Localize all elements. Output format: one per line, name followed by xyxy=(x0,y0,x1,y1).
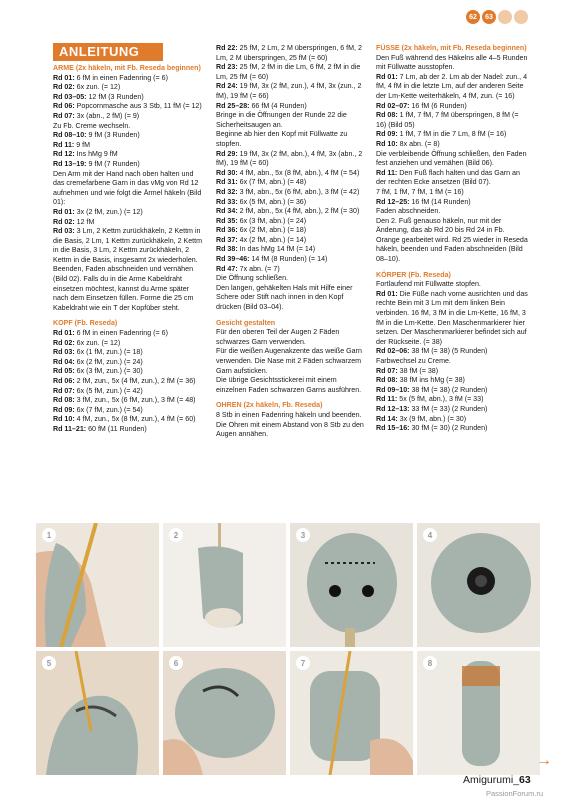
round-text: 12 fM (3 Runden) xyxy=(86,92,144,101)
round-text: 38 fM (= 38) (5 Runden) xyxy=(409,347,488,356)
round-text: 1 fM, 7 fM, 7 fM überspringen, 8 fM (= 16) (Bild 05) xyxy=(376,111,519,129)
round-instruction xyxy=(376,386,528,396)
round-text: 3x (2 fM, zun.) (= 12) xyxy=(74,207,143,216)
round-text: 1 fM, 7 fM in die 7 Lm, 8 fM (= 16) xyxy=(397,130,507,139)
round-label: Rd 37: xyxy=(216,235,238,244)
step-photo xyxy=(290,651,413,775)
round-text: Popcornmasche aus 3 Stb, 11 fM (= 12) xyxy=(74,102,202,111)
photo-number: 1 xyxy=(42,528,56,542)
round-label: Rd 31: xyxy=(216,178,238,187)
round-text: 6x (2 fM, zun.) (= 24) xyxy=(74,357,143,366)
page-footer xyxy=(463,774,531,786)
page-dot: 62 xyxy=(466,10,480,24)
round-text: 3 fM, zun., 5x (6 fM, zun.), 3 fM (= 48) xyxy=(74,396,196,405)
round-label: Rd 07: xyxy=(376,366,398,375)
round-instruction xyxy=(376,415,528,425)
round-text: 6x (3 fM, zun.) (= 30) xyxy=(74,367,143,376)
round-text: 25 fM, 2 fM in die Lm, 6 fM, 2 fM in die Lm, 25 fM (= 60) xyxy=(216,63,361,81)
photo-number: 6 xyxy=(169,656,183,670)
round-instruction xyxy=(53,150,203,160)
round-label: Rd 10: xyxy=(53,415,75,424)
round-text: 7 Lm, ab der 2. Lm ab der Nadel: zun., 4 fM, 4 fM in die letzte Lm, auf der anderen Seite der Lm-Kette weiterhäkeln, 4 fM, zun. (= 16) xyxy=(376,72,528,100)
round-text: 16 fM (6 Runden) xyxy=(409,101,467,110)
round-text: 6x zun. (= 12) xyxy=(74,338,121,347)
round-text: In das hMg 14 fM (= 14) xyxy=(237,245,316,254)
round-instruction xyxy=(376,424,528,434)
step-photo xyxy=(36,651,159,775)
round-text: 66 fM (4 Runden) xyxy=(249,101,307,110)
round-instruction xyxy=(53,339,203,349)
section-title: KOPF (Fb. Reseda) xyxy=(53,319,118,328)
round-label: Rd 06: xyxy=(53,102,75,111)
paragraph: Faden abschneiden. xyxy=(376,207,441,216)
paragraph: 7 fM, 1 fM, 7 fM, 1 fM (= 16) xyxy=(376,187,464,196)
step-photo xyxy=(36,523,159,647)
paragraph: Bringe in die Öffnungen der Runde 22 die Sicherheitsaugen an. xyxy=(216,111,347,129)
round-instruction xyxy=(216,226,368,236)
round-instruction xyxy=(376,347,528,357)
round-label: Rd 11: xyxy=(376,168,398,177)
page-number: 63 xyxy=(519,774,531,786)
round-label: Rd 08: xyxy=(53,396,75,405)
round-label: Rd 38: xyxy=(216,245,238,254)
round-text: 6 fM in einen Fadenring (= 6) xyxy=(74,73,168,82)
step-photo xyxy=(163,651,286,775)
round-instruction xyxy=(376,395,528,405)
round-text: 14 fM (8 Runden) (= 14) xyxy=(249,255,328,264)
round-text: 38 fM (= 38) xyxy=(397,366,439,375)
photo-number: 5 xyxy=(42,656,56,670)
column-2 xyxy=(216,44,368,440)
round-instruction xyxy=(53,93,203,103)
round-label: Rd 47: xyxy=(216,264,238,273)
round-label: Rd 03: xyxy=(53,348,75,357)
round-label: Rd 14: xyxy=(376,414,398,423)
round-label: Rd 07: xyxy=(53,111,75,120)
round-instruction xyxy=(53,141,203,151)
page-indicator xyxy=(466,10,528,24)
round-label: Rd 11–21: xyxy=(53,424,87,433)
step-photo xyxy=(163,523,286,647)
round-label: Rd 34: xyxy=(216,207,238,216)
round-instruction xyxy=(376,130,528,140)
section-title: KÖRPER (Fb. Reseda) xyxy=(376,270,451,279)
round-text: 16 fM (14 Runden) xyxy=(409,197,471,206)
round-label: Rd 07: xyxy=(53,386,75,395)
paragraph: Fortlaufend mit Füllwatte stopfen. xyxy=(376,280,481,289)
section-title: FÜSSE (2x häkeln, mit Fb. Reseda beginnen) xyxy=(376,44,527,52)
paragraph: Farbwechsel zu Creme. xyxy=(376,357,451,365)
round-label: Rd 24: xyxy=(216,82,238,91)
round-instruction xyxy=(376,102,528,112)
round-text: 6 fM in einen Fadenring (= 6) xyxy=(74,329,168,338)
section-heading: ANLEITUNG xyxy=(53,43,163,61)
round-instruction xyxy=(376,405,528,415)
round-text: 6x (5 fM, abn.) (= 36) xyxy=(237,197,307,206)
paragraph: Die Öffnung schließen. xyxy=(216,274,289,283)
round-text: 3 Lm, 2 Kettm zurückhäkeln, 2 Kettm in die Basis, 2 Lm, 1 Kettm zurückhäkeln, 2 Kettm in die Basis, 3 Lm, 2 Kettm zurückhäkeln, 2 Kettm in die Basis, insgesamt 2x wiederholen. xyxy=(53,227,203,264)
round-label: Rd 23: xyxy=(216,63,238,72)
round-label: Rd 12: xyxy=(53,150,75,159)
round-instruction xyxy=(53,83,203,93)
watermark: PassionForum.ru xyxy=(486,789,544,798)
round-instruction xyxy=(216,255,368,265)
round-text: 3x (9 fM, abn.) (= 30) xyxy=(397,414,467,423)
step-photo xyxy=(290,523,413,647)
round-instruction xyxy=(216,169,368,179)
paragraph: Den langen, gehäkelten Hals mit Hilfe einer Schere oder Stift nach innen in den Kopf drücken (Bild 03–04). xyxy=(216,283,353,312)
round-instruction xyxy=(216,207,368,217)
round-label: Rd 09: xyxy=(376,130,398,139)
round-text: 6x (2 fM, abn.) (= 18) xyxy=(237,226,307,235)
round-instruction xyxy=(53,387,203,397)
round-text: 6x (5 fM, zun.) (= 42) xyxy=(74,386,143,395)
round-text: 6x (1 fM, zun.) (= 18) xyxy=(74,348,143,357)
round-label: Rd 12–25: xyxy=(376,197,410,206)
round-text: 5x (5 fM, abn.), 3 fM (= 33) xyxy=(397,395,484,404)
round-text: 6x (3 fM, abn.) (= 24) xyxy=(237,216,307,225)
round-instruction xyxy=(53,425,203,435)
column-3 xyxy=(376,44,528,434)
photo-number: 7 xyxy=(296,656,310,670)
round-text: 25 fM, 2 Lm, 2 M überspringen, 6 fM, 2 Lm, 2 M überspringen, 25 fM (= 60) xyxy=(216,44,362,62)
round-label: Rd 36: xyxy=(216,226,238,235)
round-label: Rd 03–05: xyxy=(53,92,87,101)
round-instruction xyxy=(53,396,203,406)
round-text: 4 fM, zun., 5x (8 fM, zun.), 4 fM (= 60) xyxy=(74,415,196,424)
round-label: Rd 01: xyxy=(376,72,398,81)
round-text: 9 fM (7 Runden) xyxy=(86,159,140,168)
round-instruction xyxy=(53,329,203,339)
round-instruction xyxy=(53,348,203,358)
round-text: 9 fM xyxy=(74,140,91,149)
paragraph: Die verbleibende Öffnung schließen, den Faden fest anziehen und vernähen (Bild 06). xyxy=(376,149,527,168)
step-photo xyxy=(417,523,540,647)
round-instruction xyxy=(376,111,528,130)
round-label: Rd 01: xyxy=(53,207,75,216)
round-instruction xyxy=(53,74,203,84)
paragraph: Die übrige Gesichtsstickerei mit einem einzelnen Faden schwarzen Garns ausführen. xyxy=(216,376,362,394)
round-label: Rd 02–06: xyxy=(376,347,410,356)
round-label: Rd 11: xyxy=(53,140,75,149)
round-instruction xyxy=(216,150,368,169)
round-instruction xyxy=(216,178,368,188)
round-label: Rd 08: xyxy=(376,376,398,385)
round-label: Rd 22: xyxy=(216,44,238,52)
photo-image xyxy=(36,651,159,775)
round-label: Rd 11: xyxy=(376,395,398,404)
round-label: Rd 09: xyxy=(53,405,75,414)
round-text: 4 fM, abn., 5x (8 fM, abn.), 4 fM (= 54) xyxy=(237,168,360,177)
round-instruction xyxy=(376,169,528,188)
round-label: Rd 01: xyxy=(53,73,75,82)
round-label: Rd 12–13: xyxy=(376,404,410,413)
photo-number: 3 xyxy=(296,528,310,542)
photo-image xyxy=(36,523,159,647)
round-instruction xyxy=(216,265,368,275)
page-dot xyxy=(498,10,512,24)
round-text: 3 fM, abn., 5x (6 fM, abn.), 3 fM (= 42) xyxy=(237,187,360,196)
round-label: Rd 33: xyxy=(216,197,238,206)
round-instruction xyxy=(216,63,368,82)
photo-image xyxy=(290,651,413,775)
round-text: 6x (7 fM, abn.) (= 48) xyxy=(237,178,307,187)
photo-number: 4 xyxy=(423,528,437,542)
round-label: Rd 03: xyxy=(53,227,75,236)
round-text: 30 fM (= 30) (2 Runden) xyxy=(409,424,488,433)
round-text: 2 fM, zun., 5x (4 fM, zun.), 2 fM (= 36) xyxy=(74,377,196,385)
round-text: 4x (2 fM, abn.) (= 14) xyxy=(237,235,307,244)
photo-number: 8 xyxy=(423,656,437,670)
round-instruction xyxy=(53,131,203,141)
round-text: 19 fM, 3x (2 fM, abn.), 4 fM, 3x (abn., 2 fM), 19 fM (= 60) xyxy=(216,149,363,168)
round-label: Rd 25–28: xyxy=(216,101,250,110)
round-text: 6x (7 fM, zun.) (= 54) xyxy=(74,405,143,414)
paragraph: 8 Stb in einen Fadenring häkeln und beenden. Die Ohren mit einem Abstand von 8 Stb zu den Augen annähen. xyxy=(216,410,364,439)
round-label: Rd 10: xyxy=(376,139,398,148)
round-instruction xyxy=(53,415,203,425)
paragraph: Den 2. Fuß genauso häkeln, nur mit der Änderung, das ab Rd 20 bis Rd 24 in Fb. Orange gearbeitet wird. Rd 25 wieder in Reseda häkeln, beenden und Faden abschneiden (Bild 08–10). xyxy=(376,216,528,264)
round-label: Rd 02: xyxy=(53,217,75,226)
round-text: 9 fM (3 Runden) xyxy=(86,131,140,140)
round-instruction xyxy=(376,140,528,150)
round-instruction xyxy=(216,236,368,246)
round-instruction xyxy=(53,358,203,368)
round-instruction xyxy=(216,217,368,227)
round-instruction xyxy=(53,208,203,218)
round-text: Den Fuß flach halten und das Garn an der rechten Ecke ansetzen (Bild 07). xyxy=(376,168,520,187)
magazine-name: Amigurumi xyxy=(463,774,514,786)
round-label: Rd 02: xyxy=(53,338,75,347)
round-label: Rd 32: xyxy=(216,187,238,196)
round-instruction xyxy=(376,198,528,208)
round-text: 7x abn. (= 7) xyxy=(237,264,280,273)
round-instruction xyxy=(216,188,368,198)
round-instruction xyxy=(216,198,368,208)
round-label: Rd 13–19: xyxy=(53,159,87,168)
round-text: 12 fM xyxy=(74,217,95,226)
round-text: 60 fM (11 Runden) xyxy=(86,424,147,433)
paragraph: Den Fuß während des Häkelns alle 4–5 Runden mit Füllwatte ausstopfen. xyxy=(376,53,528,72)
round-instruction xyxy=(216,102,368,112)
photo-number: 2 xyxy=(169,528,183,542)
round-label: Rd 01: xyxy=(53,329,75,338)
round-label: Rd 01: xyxy=(376,289,398,298)
page-dot xyxy=(514,10,528,24)
round-label: Rd 30: xyxy=(216,168,238,177)
round-instruction xyxy=(53,102,203,112)
round-label: Rd 02: xyxy=(53,83,75,92)
round-label: Rd 08: xyxy=(376,111,398,120)
round-text: 19 fM, 3x (2 fM, zun.), 4 fM, 3x (zun., 2 fM), 19 fM (= 66) xyxy=(216,82,362,100)
round-label: Rd 06: xyxy=(53,377,75,385)
round-instruction xyxy=(376,290,528,348)
round-instruction xyxy=(216,44,368,63)
round-label: Rd 02–07: xyxy=(376,101,410,110)
paragraph: Für den oberen Teil der Augen 2 Fäden schwarzes Garn verwenden. xyxy=(216,328,340,346)
round-text: 6x zun. (= 12) xyxy=(74,83,121,92)
round-instruction xyxy=(376,367,528,377)
section-title: ARME (2x häkeln, mit Fb. Reseda beginnen) xyxy=(53,64,201,72)
round-instruction xyxy=(53,218,203,228)
round-label: Rd 15–16: xyxy=(376,424,410,433)
photo-image xyxy=(290,523,413,647)
round-text: 38 fM ins hMg (= 38) xyxy=(397,376,465,385)
paragraph: Den Arm mit der Hand nach oben halten und das cremefarbene Garn in das vMg von Rd 12 aufnehmen und wie folgt die Ärmel häkeln (Bild 01): xyxy=(53,169,202,207)
section-title: Gesicht gestalten xyxy=(216,318,276,327)
page-dot: 63 xyxy=(482,10,496,24)
round-instruction xyxy=(53,160,203,170)
photo-grid xyxy=(36,523,542,779)
round-instruction xyxy=(53,406,203,416)
round-instruction xyxy=(53,377,203,387)
next-page-arrow-icon: → xyxy=(536,752,552,769)
round-instruction xyxy=(53,367,203,377)
round-instruction xyxy=(53,227,203,265)
round-instruction xyxy=(216,82,368,101)
round-label: Rd 29: xyxy=(216,149,238,158)
paragraph: Zu Fb. Creme wechseln. xyxy=(53,121,131,130)
round-label: Rd 39–46: xyxy=(216,255,250,264)
round-instruction xyxy=(376,73,528,102)
round-text: 38 fM (= 38) (2 Runden) xyxy=(409,385,488,394)
photo-image xyxy=(417,651,540,775)
footer-separator: _ xyxy=(513,774,520,786)
paragraph: Für die weißen Augenakzente das weiße Garn verwenden. Die Nase mit 2 Fäden schwarzem Garn aufsticken. xyxy=(216,347,362,375)
round-label: Rd 05: xyxy=(53,367,75,376)
round-text: 2 fM, abn., 5x (4 fM, abn.), 2 fM (= 30) xyxy=(237,207,360,216)
round-text: Ins hMg 9 fM xyxy=(74,150,118,159)
round-instruction xyxy=(216,245,368,255)
round-text: 33 fM (= 33) (2 Runden) xyxy=(409,404,488,413)
step-photo xyxy=(417,651,540,775)
photo-image xyxy=(163,523,286,647)
paragraph: Beginne ab hier den Kopf mit Füllwatte zu stopfen. xyxy=(216,130,348,148)
round-text: Die Füße nach vorne ausrichten und das rechte Bein mit 3 Lm mit dem linken Bein verbinden. 16 fM, 3 fM in die Lm-Kette, 16 fM, 3 fM in die Lm-Kette. Den Maschenmarkierer hier setzen. Der Maschenmarkierer befindet sich auf der Rückseite. (= 38) xyxy=(376,289,528,346)
round-instruction xyxy=(376,376,528,386)
round-text: 8x abn. (= 8) xyxy=(397,139,440,148)
round-label: Rd 08–10: xyxy=(53,131,87,140)
round-instruction xyxy=(53,112,203,122)
photo-image xyxy=(163,651,286,775)
round-label: Rd 04: xyxy=(53,357,75,366)
round-text: 3x (abn., 2 fM) (= 9) xyxy=(74,111,140,120)
section-title: OHREN (2x häkeln, Fb. Reseda) xyxy=(216,401,323,410)
round-label: Rd 35: xyxy=(216,216,238,225)
round-label: Rd 09–10: xyxy=(376,385,410,394)
column-1 xyxy=(53,64,203,435)
paragraph: Beenden, Faden abschneiden und vernähen (Bild 02). Falls du in die Arme Kabeldraht einsetzen möchtest, kannst du Arme später nach dem Einsetzen füllen. Forme die 25 cm Kabeldraht wie ein T der Kopfüber steht. xyxy=(53,265,194,312)
photo-image xyxy=(417,523,540,647)
